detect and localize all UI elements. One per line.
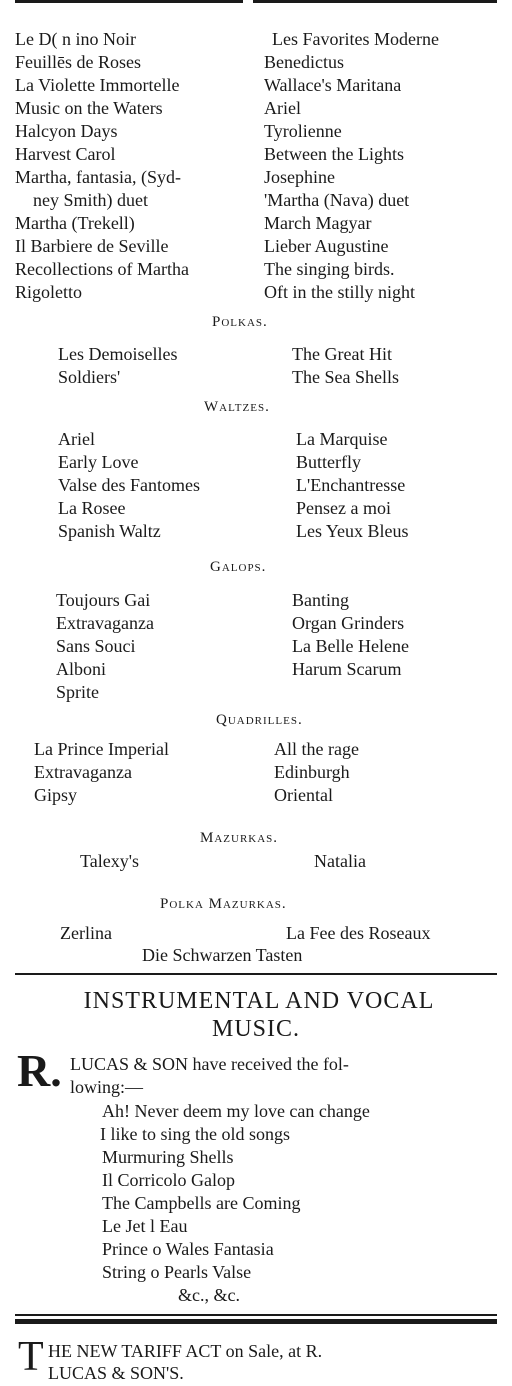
- advert-intro: LUCAS & SON have received the fol-: [70, 1054, 349, 1074]
- list-item: La Violette Immortelle: [15, 75, 180, 95]
- section-heading-polkas: Polkas.: [212, 314, 268, 330]
- list-item: Josephine: [264, 167, 335, 187]
- list-item: Early Love: [58, 452, 139, 472]
- list-item: Prince o Wales Fantasia: [102, 1239, 274, 1259]
- polkas-right: [292, 343, 399, 389]
- list-item: Sans Souci: [56, 636, 136, 656]
- waltzes-right: [296, 428, 409, 543]
- tariff-notice: HE NEW TARIFF ACT on Sale, at R.: [48, 1341, 323, 1361]
- list-item: Ariel: [264, 98, 301, 118]
- list-item: Zerlina: [60, 923, 112, 943]
- advert-intro-line2: lowing:—: [70, 1077, 144, 1097]
- list-item: Oft in the stilly night: [264, 282, 415, 302]
- list-item: Le Jet l Eau: [102, 1216, 188, 1236]
- top-rule-left: [15, 0, 243, 3]
- list-item: L'Enchantresse: [296, 475, 406, 495]
- list-item: Feuillēs de Roses: [15, 52, 141, 72]
- list-item: I like to sing the old songs: [100, 1124, 290, 1144]
- quadrilles-right: [274, 738, 359, 807]
- double-rule-bottom: [15, 1319, 497, 1324]
- list-item: Tyrolienne: [264, 121, 342, 141]
- list-item: String o Pearls Valse: [102, 1262, 252, 1282]
- list-item: Lieber Augustine: [264, 236, 389, 256]
- list-item: Spanish Waltz: [58, 521, 161, 541]
- list-item: Alboni: [56, 659, 107, 679]
- waltzes-left: [58, 428, 200, 543]
- list-item: Music on the Waters: [15, 98, 163, 118]
- section-heading-galops: Galops.: [210, 559, 267, 575]
- list-item: The Great Hit: [292, 344, 392, 364]
- list-item: The Campbells are Coming: [102, 1193, 301, 1213]
- list-item: La Belle Helene: [292, 636, 409, 656]
- list-item: Organ Grinders: [292, 613, 405, 633]
- advert-items: [102, 1100, 370, 1307]
- list-item: Les Demoiselles: [58, 344, 178, 364]
- list-item: Natalia: [314, 851, 366, 871]
- list-item: Rigoletto: [15, 282, 82, 302]
- list-item: Wallace's Maritana: [264, 75, 402, 95]
- list-item: Extravaganza: [34, 762, 132, 782]
- list-item: Valse des Fantomes: [58, 475, 200, 495]
- advert-title: INSTRUMENTAL AND VOCAL: [83, 988, 435, 1014]
- list-item: Benedictus: [264, 52, 344, 72]
- drop-cap: R.: [17, 1045, 62, 1096]
- list-item: Butterfly: [296, 452, 361, 472]
- list-item: Edinburgh: [274, 762, 350, 782]
- list-item: Les Favorites Moderne: [272, 29, 439, 49]
- list-item: Soldiers': [58, 367, 121, 387]
- list-item: Harvest Carol: [15, 144, 116, 164]
- section-heading-polka-mazurkas: Polka Mazurkas.: [160, 896, 287, 912]
- list-item: Harum Scarum: [292, 659, 402, 679]
- list-item: La Marquise: [296, 429, 388, 449]
- double-rule-top: [15, 1314, 497, 1316]
- section-heading-quadrilles: Quadrilles.: [216, 712, 303, 728]
- list-item: Gipsy: [34, 785, 78, 805]
- list-item: Martha, fantasia, (Syd-: [15, 167, 181, 187]
- tariff-notice-line2: LUCAS & SON'S.: [48, 1363, 184, 1383]
- list-item: Il Barbiere de Seville: [15, 236, 169, 256]
- section-heading-mazurkas: Mazurkas.: [200, 830, 279, 846]
- list-item: Il Corricolo Galop: [102, 1170, 235, 1190]
- list-item: Banting: [292, 590, 349, 610]
- list-item: Toujours Gai: [56, 590, 151, 610]
- list-item: Oriental: [274, 785, 333, 805]
- list-item: Recollections of Martha: [15, 259, 189, 279]
- list-item: La Prince Imperial: [34, 739, 169, 759]
- list-item: Pensez a moi: [296, 498, 391, 518]
- list-item: Murmuring Shells: [102, 1147, 234, 1167]
- list-item: Ah! Never deem my love can change: [102, 1101, 370, 1121]
- advert-title-line2: MUSIC.: [211, 1016, 301, 1042]
- list-item: Ariel: [58, 429, 95, 449]
- section-divider: [15, 973, 497, 975]
- list-item: &c., &c.: [178, 1285, 240, 1305]
- top-list-right: [264, 28, 439, 304]
- list-item: Talexy's: [80, 851, 139, 871]
- drop-cap: T: [18, 1334, 44, 1380]
- list-item: La Fee des Roseaux: [286, 923, 431, 943]
- list-item: All the rage: [274, 739, 359, 759]
- list-item: Martha (Trekell): [15, 213, 135, 233]
- list-item: The Sea Shells: [292, 367, 399, 387]
- list-item: Extravaganza: [56, 613, 154, 633]
- list-item: March Magyar: [264, 213, 372, 233]
- galops-right: [292, 589, 409, 681]
- top-rule-right: [253, 0, 497, 3]
- list-item: Sprite: [56, 682, 99, 702]
- list-item: 'Martha (Nava) duet: [264, 190, 410, 210]
- polkas-left: [58, 343, 177, 389]
- quadrilles-left: [34, 738, 169, 807]
- list-item: The singing birds.: [264, 259, 395, 279]
- galops-left: [56, 589, 154, 704]
- list-item: Die Schwarzen Tasten: [142, 945, 303, 965]
- list-item: ney Smith) duet: [33, 190, 148, 210]
- list-item: La Rosee: [58, 498, 126, 518]
- list-item: Le D( n ino Noir: [15, 29, 136, 49]
- section-heading-waltzes: Waltzes.: [204, 399, 270, 415]
- list-item: Halcyon Days: [15, 121, 118, 141]
- list-item: Between the Lights: [264, 144, 404, 164]
- list-item: Les Yeux Bleus: [296, 521, 409, 541]
- top-list-left: [15, 28, 189, 304]
